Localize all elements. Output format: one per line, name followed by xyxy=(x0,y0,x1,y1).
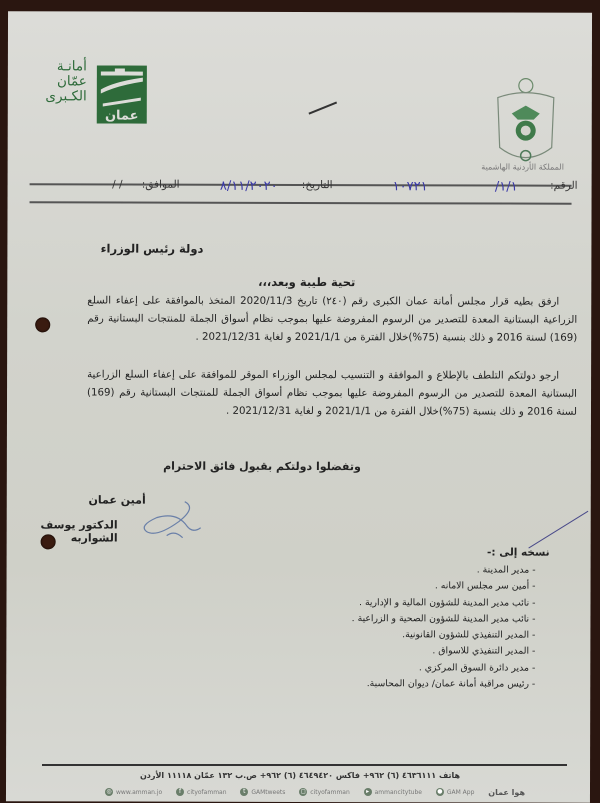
kingdom-caption: المملكة الأردنية الهاشمية xyxy=(481,162,564,172)
social-instagram[interactable] xyxy=(299,788,350,796)
ref-number-label: الرقم: xyxy=(550,179,578,192)
logo-mark-text: عمان xyxy=(104,108,139,124)
letter-paper xyxy=(6,11,592,803)
copies-item: - نائب مدير المدينة للشؤون المالية و الإدارية . xyxy=(352,595,536,612)
social-label: www.amman.jo xyxy=(116,788,163,796)
closing-line: وتفضلوا دولتكم بقبول فائق الاحترام xyxy=(163,459,361,474)
copies-item: - رئيس مراقبة أمانة عمان/ ديوان المحاسبة. xyxy=(351,676,535,693)
ref-bottom-rule xyxy=(30,201,572,204)
handwritten-signature xyxy=(127,498,217,543)
copies-item: - نائب مدير المدينة للشؤون الصحية و الزراعية . xyxy=(352,611,536,628)
logo-line: أمانـة xyxy=(56,58,87,75)
copies-list xyxy=(351,562,535,693)
copies-item: - مدير المدينة . xyxy=(352,562,536,579)
social-label: ammancitytube xyxy=(374,788,422,796)
instagram-icon: ◻ xyxy=(300,788,306,795)
pin-mark xyxy=(308,102,337,115)
greeting: تحية طيبة وبعد،،، xyxy=(258,274,356,290)
copies-item: - المدير التنفيذي للاسواق . xyxy=(352,644,536,661)
social-label: GAMtweets xyxy=(251,788,286,796)
footer-address: هاتف ٤٦٣٦١١١ (٦) ٩٦٢+ فاكس ٤٦٤٩٤٢٠ (٦) ٩٦٢+ ص.ب ١٣٢ عمّان ١١١١٨ الأردن xyxy=(139,771,461,780)
ref-number-value: ١/١/ xyxy=(494,179,518,195)
social-links xyxy=(105,786,525,798)
paragraph-1: ارفق بطيه قرار مجلس أمانة عمان الكبرى رقم (٢٤٠) تاريخ 2020/11/3 المتخذ بالموافقة على إعفاء السلع الزراعية البستانية المعدة للتصدير من الرسوم المفروضة عليها بموجب نظام أسواق الجملة للمنتجات البستانية رقم (169) لسنة 2016 و ذلك بنسبة (75%)خلال الفترة من 2021/1/1 و لغاية 2021/12/31 . xyxy=(87,295,578,344)
amman-municipality-logo xyxy=(35,59,155,129)
corresponding-label: الموافق: xyxy=(141,178,180,191)
app-icon: ● xyxy=(437,788,443,795)
globe-icon: ◎ xyxy=(106,788,112,795)
date-value: ٨/١١/٢٠٢٠ xyxy=(219,178,278,194)
paragraph-2: ارجو دولتكم التلطف بالإطلاع و الموافقة و التنسيب لمجلس الوزراء الموقر للموافقة على إعفاء السلع الزراعية البستانية المعدة للتصدير من الرسوم المفروضة عليها بموجب نظام أسواق الجملة للمنتجات البستانية رقم (169) لسنة 2016 و ذلك بنسبة (75%)خلال الفترة من 2021/1/1 و لغاية 2021/12/31 . xyxy=(87,369,578,418)
facebook-icon: f xyxy=(176,788,184,796)
corresponding-value: / / xyxy=(112,178,123,191)
youtube-icon: ▸ xyxy=(364,788,372,796)
social-app[interactable] xyxy=(436,788,475,796)
social-facebook[interactable] xyxy=(176,788,227,796)
copies-item: - مدير دائرة السوق المركزي . xyxy=(352,660,536,677)
date-label: التاريخ: xyxy=(301,179,333,192)
signatory-name: الدكتور يوسف الشواربه xyxy=(40,518,118,545)
addressee: دولة رئيس الوزراء xyxy=(100,241,204,256)
social-website[interactable] xyxy=(105,788,162,796)
copies-item: - أمين سر مجلس الامانه . xyxy=(352,578,536,595)
twitter-icon: t xyxy=(240,788,248,796)
handwritten-stroke xyxy=(528,511,588,549)
logo-line: عمّان xyxy=(56,73,87,90)
amman-logo-mark-icon xyxy=(95,63,149,125)
brand-slogan: هوا عمان xyxy=(488,787,525,797)
social-youtube[interactable] xyxy=(364,788,422,796)
logo-text xyxy=(35,59,87,104)
social-twitter[interactable] xyxy=(240,788,285,796)
social-label: GAM App xyxy=(446,788,475,796)
ref-number-value-2: ١٠٧٢١ xyxy=(392,179,428,195)
signatory-title: أمين عمان xyxy=(88,493,146,507)
social-label: cityofamman xyxy=(310,788,350,796)
footer-rule xyxy=(42,764,567,766)
copies-item: - المدير التنفيذي للشؤون القانونية. xyxy=(352,627,536,644)
punch-hole xyxy=(35,317,50,332)
logo-line: الكـبرى xyxy=(45,88,87,105)
social-label: cityofamman xyxy=(187,788,227,796)
reference-row xyxy=(38,176,578,197)
copies-heading: نسخه إلى :- xyxy=(486,546,550,559)
